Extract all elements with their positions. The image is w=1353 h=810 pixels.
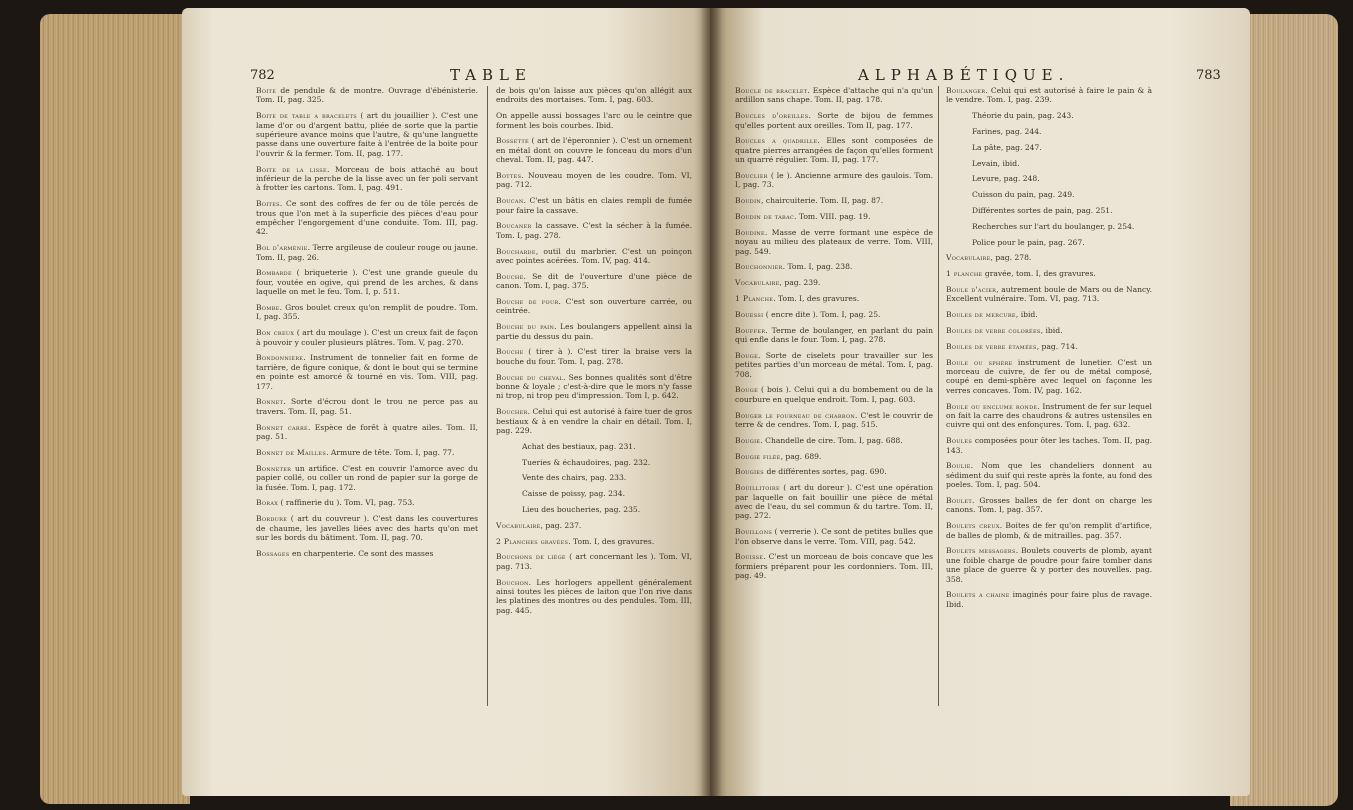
entry-headword: Boulets a chaine bbox=[946, 590, 1010, 600]
entry-text: Tueries & échaudoires, pag. 232. bbox=[522, 457, 651, 467]
entry-text: On appelle aussi bossages l'arc ou le ceintre que forment les bois courbes. Ibid. bbox=[496, 111, 692, 130]
entry-text: ( art du moulage ). C'est un creux fait de façon à pouvoir y couler plusieurs plâtres. Tom. V, pag. 270. bbox=[256, 328, 478, 347]
entry-headword: Bon creux bbox=[256, 328, 295, 338]
entry-text: . Tom. I, des gravures. bbox=[568, 536, 655, 546]
entry-headword: Boules de verre étamées bbox=[946, 341, 1037, 351]
entry-text: . Sorte de ciselets pour travailler sur les petites parties d'un morceau de métal. Tom. I, pag. 708. bbox=[735, 350, 933, 379]
entry-headword: Boulanger bbox=[946, 86, 986, 95]
index-entry bbox=[256, 448, 478, 457]
index-entry bbox=[256, 514, 478, 542]
entry-text: ( encre dite ). Tom. I, pag. 25. bbox=[763, 309, 881, 319]
entry-text: . Ce sont des coffres de fer ou de tôle percés de trous que l'on met à la superficie des pièces d'eau pour empêcher l'engorgement d'une conduite. Tom. III, pag. 42. bbox=[256, 199, 478, 237]
entry-text: . Espèce de forêt à quatre ailes. Tom. II, pag. 51. bbox=[256, 422, 478, 442]
entry-text: . C'est un morceau de bois concave que les formiers préparent pour les cordonniers. Tom. III, pag. 49. bbox=[735, 552, 933, 581]
index-entry bbox=[946, 86, 1152, 105]
entry-text: ( verrerie ). Ce sont de petites bulles que l'on observe dans le verre. Tom. VIII, pag. 542. bbox=[735, 527, 933, 546]
entry-text: instrument de lunetier. C'est un morceau de cuivre, de fer ou de métal composé, coupé en demi-sphère avec lequel on façonne les verres concaves. Tom. IV, pag. 162. bbox=[946, 357, 1153, 395]
entry-headword: Boucaner bbox=[496, 221, 532, 231]
index-entry bbox=[496, 196, 692, 215]
index-entry bbox=[946, 253, 1152, 262]
entry-headword: Boucle de bracelet bbox=[735, 86, 808, 95]
entry-headword: Boucharde bbox=[496, 246, 536, 256]
index-entry bbox=[946, 436, 1152, 455]
entry-text: Théorie du pain, pag. 243. bbox=[972, 111, 1074, 121]
entry-headword: Boudin bbox=[735, 196, 762, 206]
entry-headword: Bouchonnier bbox=[735, 262, 783, 272]
index-entry bbox=[256, 549, 478, 558]
entry-headword: Boules de mercure bbox=[946, 310, 1016, 320]
entry-text: . C'est un bâtis en claies rempli de fumée pour faire la cassave. bbox=[496, 196, 692, 215]
entry-text: . Chandelle de cire. Tom. I, pag. 688. bbox=[760, 435, 903, 445]
entry-headword: Bouche de four bbox=[496, 297, 559, 307]
index-entry bbox=[946, 143, 1152, 152]
index-entry bbox=[946, 546, 1152, 584]
left-page-edges bbox=[40, 14, 190, 804]
entry-headword: Boucles d'oreilles bbox=[735, 111, 809, 121]
index-entry bbox=[946, 206, 1152, 215]
entry-headword: Boite de table a bracelets bbox=[256, 111, 357, 121]
entry-text: . Sorte de bijou de femmes qu'elles portent aux oreilles. Tom II, pag. 177. bbox=[735, 111, 933, 130]
entry-text: La pâte, pag. 247. bbox=[972, 142, 1042, 152]
entry-text: , pag. 278. bbox=[990, 253, 1032, 263]
entry-text: . Grosses balles de fer dont on charge les canons. Tom. I, pag. 357. bbox=[946, 496, 1152, 515]
index-entry bbox=[735, 527, 933, 546]
index-entry bbox=[735, 483, 933, 521]
entry-text: . C'est le couvrir de terre & de cendres. Tom. I, pag. 515. bbox=[735, 410, 933, 430]
index-entry bbox=[256, 423, 478, 442]
entry-text: Caisse de poissy, pag. 234. bbox=[522, 489, 625, 499]
entry-text: . Sorte d'écrou dont le trou ne perce pas au travers. Tom. II, pag. 51. bbox=[256, 397, 478, 416]
entry-text: . Celui qui est autorisé à faire le pain & à le vendre. Tom. I, pag. 239. bbox=[946, 86, 1152, 105]
entry-text: . C'est son ouverture carrée, ou ceintrée. bbox=[496, 297, 693, 316]
entry-text: ( bois ). Celui qui a du bombement ou de la courbure en quelque endroit. Tom. I, pag. 603. bbox=[735, 385, 933, 404]
entry-text: ( tirer à ). C'est tirer la braise vers la bouche du four. Tom. I, pag. 278. bbox=[496, 347, 692, 366]
index-entry bbox=[496, 322, 692, 341]
index-entry bbox=[946, 590, 1152, 609]
index-entry bbox=[735, 552, 933, 580]
entry-headword: Boule ou sphère bbox=[946, 357, 1013, 367]
entry-headword: Bombarde bbox=[256, 268, 292, 278]
entry-headword: Bouche bbox=[496, 347, 524, 357]
entry-headword: Bouisse bbox=[735, 552, 764, 562]
entry-text: ( briqueterie ). C'est une grande gueule du four, voutée en ogive, qui prend de les arches, & dans laquelle on met le feu. Tom. I, p. 511. bbox=[256, 268, 478, 297]
entry-headword: Bougie bbox=[735, 435, 761, 445]
entry-text: Vente des chairs, pag. 233. bbox=[522, 473, 627, 483]
entry-text: , pag. 689. bbox=[780, 451, 822, 461]
index-entry bbox=[496, 537, 692, 546]
index-entry bbox=[735, 452, 933, 461]
entry-headword: Bouillitoire bbox=[735, 483, 780, 493]
left-page-column-2 bbox=[496, 86, 692, 622]
entry-headword: Boules de verre colorées bbox=[946, 325, 1041, 335]
index-entry bbox=[256, 165, 478, 193]
entry-text: . Les boulangers appellent ainsi la partie du dessus du pain. bbox=[496, 322, 692, 341]
index-entry bbox=[946, 222, 1152, 231]
index-entry bbox=[496, 458, 692, 467]
entry-headword: Bouge bbox=[735, 350, 759, 360]
index-entry bbox=[496, 473, 692, 482]
index-entry bbox=[496, 86, 692, 105]
entry-headword: Bouchons de liège bbox=[496, 552, 566, 562]
index-entry bbox=[496, 373, 692, 401]
entry-headword: Bouche bbox=[496, 271, 524, 281]
index-entry bbox=[946, 402, 1152, 430]
entry-text: composées pour ôter les taches. Tom. II, pag. 143. bbox=[946, 436, 1152, 455]
index-entry bbox=[946, 342, 1152, 351]
entry-text: Cuisson du pain, pag. 249. bbox=[972, 190, 1075, 200]
index-entry bbox=[946, 285, 1152, 304]
entry-headword: Bougies bbox=[735, 467, 765, 477]
entry-headword: Boucan bbox=[496, 196, 524, 206]
entry-headword: Bonnet carré bbox=[256, 422, 308, 432]
entry-text: ( art du doreur ). C'est une opération par laquelle on fait bouillir une pièce de métal avec de l'eau, du sel commun & du tartre. Tom. II, pag. 272. bbox=[735, 483, 933, 521]
entry-text: . Celui qui est autorisé à faire tuer de gros bestiaux & à en vendre la chair en détail. Tom. I, pag. 229. bbox=[496, 407, 692, 436]
index-entry bbox=[735, 310, 933, 319]
index-entry bbox=[496, 247, 692, 266]
entry-text: Police pour le pain, pag. 267. bbox=[972, 237, 1085, 247]
entry-headword: 1 Planche bbox=[735, 294, 774, 304]
entry-headword: Bougie filée bbox=[735, 451, 781, 461]
entry-headword: Boules bbox=[946, 436, 973, 446]
entry-headword: Bordure bbox=[256, 514, 288, 524]
entry-text: ( art de l'éperonnier ). C'est un ornement en métal dont on couvre le fonceau du mors d'un cheval. Tom. II, pag. 447. bbox=[496, 136, 692, 165]
index-entry bbox=[946, 174, 1152, 183]
index-entry bbox=[946, 521, 1152, 540]
entry-text: , pag. 239. bbox=[779, 278, 821, 288]
entry-headword: Boites bbox=[256, 199, 280, 209]
entry-headword: Bouger le fourneau de charbon bbox=[735, 410, 856, 420]
entry-headword: 1 planche bbox=[946, 269, 983, 279]
entry-text: Farines, pag. 244. bbox=[972, 127, 1042, 136]
entry-text: de bois qu'on laisse aux pièces qu'on allégit aux endroits des mortaises. Tom. I, pag. 603. bbox=[496, 86, 692, 105]
index-entry bbox=[946, 238, 1152, 247]
left-page-header: TABLE bbox=[450, 66, 532, 84]
entry-text: Achat des bestiaux, pag. 231. bbox=[522, 441, 636, 451]
book-gutter bbox=[700, 8, 722, 796]
index-entry bbox=[735, 436, 933, 445]
entry-text: . Terme de boulanger, en parlant du pain qui enfle dans le four. Tom. I, pag. 278. bbox=[735, 325, 933, 345]
entry-text: . Boulets couverts de plomb, ayant une foible charge de poudre pour faire tomber dans une place de guerre & y porter des nouvelles. pag. 358. bbox=[946, 546, 1152, 584]
index-entry bbox=[735, 351, 933, 379]
entry-text: , chaircuiterie. Tom. II, pag. 87. bbox=[761, 196, 884, 206]
index-entry bbox=[735, 212, 933, 221]
index-entry bbox=[735, 411, 933, 430]
index-entry bbox=[496, 297, 692, 316]
index-entry bbox=[735, 326, 933, 345]
index-entry bbox=[735, 294, 933, 303]
index-entry bbox=[735, 196, 933, 205]
entry-text: . Espèce d'attache qui n'a qu'un ardillon sans chape. Tom. II, pag. 178. bbox=[735, 86, 934, 105]
index-entry bbox=[496, 552, 692, 571]
index-entry bbox=[735, 385, 933, 404]
entry-text: un artifice. C'est en couvrir l'amorce avec du papier collé, ou coller un rond de papier sur la gorge de la fusée. Tom. I, pag. 172. bbox=[256, 463, 478, 492]
index-entry bbox=[496, 442, 692, 451]
index-entry bbox=[735, 111, 933, 130]
index-entry bbox=[496, 505, 692, 514]
entry-text: . Instrument de fer sur lequel on fait la carre des chaudrons & autres ustensiles en cuivre qui ont des enfonçures. Tom. I, pag. 632. bbox=[946, 401, 1152, 430]
right-page-column-2 bbox=[946, 86, 1152, 616]
index-entry bbox=[735, 228, 933, 256]
entry-text: . Ses bonnes qualités sont d'être bonne & loyale ; c'est-à-dire que le mors n'y fasse ni trop, ni trop peu d'impression. Tom I, p. 642. bbox=[496, 372, 692, 401]
index-entry bbox=[735, 136, 933, 164]
entry-headword: Vocabulaire bbox=[735, 278, 780, 288]
entry-headword: Bouclier bbox=[735, 171, 768, 181]
entry-headword: Vocabulaire bbox=[496, 520, 541, 530]
entry-headword: Bottes bbox=[496, 171, 522, 181]
entry-text: imaginés pour faire plus de ravage. Ibid. bbox=[946, 590, 1152, 609]
index-entry bbox=[946, 326, 1152, 335]
index-entry bbox=[256, 303, 478, 322]
entry-headword: Bossette bbox=[496, 136, 529, 146]
entry-headword: Borax bbox=[256, 498, 279, 508]
left-page-column-1 bbox=[256, 86, 478, 565]
entry-text: gravée, tom. I, des gravures. bbox=[982, 269, 1096, 279]
index-entry bbox=[256, 111, 478, 158]
index-entry bbox=[735, 86, 933, 105]
entry-headword: Bouche du cheval bbox=[496, 372, 564, 382]
index-entry bbox=[496, 221, 692, 240]
entry-text: . Armure de tête. Tom. I, pag. 77. bbox=[326, 447, 455, 457]
index-entry bbox=[496, 521, 692, 530]
entry-text: . Morceau de bois attaché au bout inférieur de la perche de la lisse avec un fer poli servant à frotter les cartons. Tom. I, pag. 491. bbox=[256, 164, 478, 193]
index-entry bbox=[946, 190, 1152, 199]
entry-headword: Boulets creux bbox=[946, 521, 1000, 531]
entry-text: . Nom que les chandeliers donnent au sédiment du suif qui reste après la fonte, au fond des poeles. Tom. I, pag. 504. bbox=[946, 461, 1152, 490]
index-entry bbox=[946, 461, 1152, 489]
entry-headword: Boucher bbox=[496, 407, 528, 417]
entry-text: en charpenterie. Ce sont des masses bbox=[289, 548, 434, 558]
entry-text: de pendule & de montre. Ouvrage d'ébénisterie. Tom. II, pag. 325. bbox=[256, 86, 478, 105]
index-entry bbox=[256, 498, 478, 507]
entry-text: Levure, pag. 248. bbox=[972, 174, 1040, 184]
entry-headword: Bondonnière bbox=[256, 353, 304, 363]
index-entry bbox=[946, 111, 1152, 120]
entry-text: . Boites de fer qu'on remplit d'artifice, de balles de plomb, & de mitrailles. pag. 357. bbox=[946, 521, 1153, 540]
entry-text: . Tom. I, pag. 238. bbox=[782, 262, 853, 272]
right-page-header: ALPHABÉTIQUE. bbox=[858, 66, 1070, 84]
entry-text: , pag. 237. bbox=[540, 520, 582, 530]
index-entry bbox=[946, 496, 1152, 515]
entry-headword: Bonneter bbox=[256, 463, 292, 473]
index-entry bbox=[735, 278, 933, 287]
entry-text: . Elles sont composées de quatre pierres arrangées de façon qu'elles forment un quarré régulier. Tom. II, pag. 177. bbox=[735, 136, 933, 165]
entry-headword: Boite de la lisse bbox=[256, 164, 327, 174]
entry-text: Recherches sur l'art du boulanger, p. 254. bbox=[972, 221, 1135, 231]
index-entry bbox=[496, 347, 692, 366]
entry-headword: Bouge bbox=[735, 385, 759, 395]
entry-headword: Boudin de tabac bbox=[735, 212, 795, 222]
index-entry bbox=[256, 328, 478, 347]
entry-text: . Terre argileuse de couleur rouge ou jaune. Tom. II, pag. 26. bbox=[256, 243, 478, 262]
entry-text: . Les horlogers appellent généralement ainsi toutes les pièces de laiton que l'on rive dans les platines des montres ou des pendules. Tom. III, pag. 445. bbox=[496, 577, 692, 615]
entry-text: Lieu des boucheries, pag. 235. bbox=[522, 505, 641, 515]
entry-headword: Bonnet de Mailles bbox=[256, 447, 327, 457]
entry-text: ( art du jouaillier ). C'est une lame d'or ou d'argent battu, pliée de sorte que la partie supérieure avance moins que l'autre, & qu'une languette passe dans une ouverture faite à l'entrée de la boite pour l'ouvrir & la fermer. Tom. II, pag. 177. bbox=[256, 111, 479, 158]
index-entry bbox=[256, 397, 478, 416]
index-entry bbox=[496, 578, 692, 616]
entry-headword: Boulets messagers bbox=[946, 546, 1016, 556]
index-entry bbox=[256, 243, 478, 262]
right-page-column-1 bbox=[735, 86, 933, 587]
entry-text: . Instrument de tonnelier fait en forme de tarrière, de figure conique, & dont le bout qui se termine en pointe est amorcé & tourné en vis. Tom. VIII, pag. 177. bbox=[256, 353, 478, 391]
left-column-rule bbox=[487, 86, 488, 706]
index-entry bbox=[735, 171, 933, 190]
entry-headword: Bouessi bbox=[735, 309, 764, 319]
entry-text: . Se dit de l'ouverture d'une pièce de canon. Tom. I, pag. 375. bbox=[496, 271, 692, 291]
index-entry bbox=[946, 310, 1152, 319]
entry-text: , pag. 714. bbox=[1036, 341, 1078, 351]
entry-text: de différentes sortes, pag. 690. bbox=[764, 467, 887, 477]
entry-text: , ibid. bbox=[1040, 325, 1063, 335]
right-page-number: 783 bbox=[1196, 68, 1221, 83]
entry-text: ( art du couvreur ). C'est dans les couvertures de chaume, les javelles liées avec des harts qu'on met sur les bords du bâtiment. Tom. II, pag. 70. bbox=[256, 514, 478, 542]
entry-text: . Tom. I, des gravures. bbox=[773, 294, 860, 304]
index-entry bbox=[946, 269, 1152, 278]
entry-text: ( art concernant les ). Tom. VI, pag. 713. bbox=[496, 552, 693, 571]
index-entry bbox=[256, 268, 478, 296]
index-entry bbox=[496, 171, 692, 190]
entry-text: , outil du marbrier. C'est un poinçon avec pointes acérées. Tom. IV, pag. 414. bbox=[496, 246, 692, 266]
entry-headword: Bouchon bbox=[496, 577, 529, 587]
entry-headword: Boite bbox=[256, 86, 277, 95]
entry-headword: Boulet bbox=[946, 496, 972, 505]
entry-text: , autrement boule de Mars ou de Nancy. Excellent vulnéraire. Tom. VI, pag. 713. bbox=[946, 284, 1152, 304]
entry-headword: Boudine bbox=[735, 227, 766, 237]
entry-text: ( raffinerie du ). Tom. VI, pag. 753. bbox=[278, 498, 415, 508]
index-entry bbox=[496, 489, 692, 498]
entry-headword: Boulie bbox=[946, 461, 971, 471]
index-entry bbox=[496, 407, 692, 435]
entry-text: ( le ). Ancienne armure des gaulois. Tom. I, pag. 73. bbox=[735, 171, 933, 190]
entry-text: Levain, ibid. bbox=[972, 158, 1020, 168]
entry-headword: Vocabulaire bbox=[946, 253, 991, 263]
index-entry bbox=[496, 136, 692, 164]
index-entry bbox=[946, 159, 1152, 168]
index-entry bbox=[496, 272, 692, 291]
index-entry bbox=[496, 111, 692, 130]
index-entry bbox=[256, 464, 478, 492]
index-entry bbox=[946, 358, 1152, 396]
entry-headword: Boule d'acier bbox=[946, 284, 997, 294]
index-entry bbox=[256, 86, 478, 105]
entry-headword: Bol d'arménie bbox=[256, 243, 308, 253]
entry-text: . Gros boulet creux qu'on remplit de poudre. Tom. I, pag. 355. bbox=[256, 303, 478, 322]
right-column-rule bbox=[938, 86, 939, 706]
index-entry bbox=[256, 199, 478, 237]
index-entry bbox=[256, 353, 478, 391]
entry-text: . Tom. VIII. pag. 19. bbox=[794, 212, 871, 222]
index-entry bbox=[735, 262, 933, 271]
entry-text: . Masse de verre formant une espèce de noyau au milieu des plateaux de verre. Tom. VIII, pag. 549. bbox=[735, 227, 933, 256]
entry-headword: Bouillons bbox=[735, 527, 773, 537]
entry-headword: Bouffer bbox=[735, 325, 766, 335]
index-entry bbox=[946, 127, 1152, 136]
entry-headword: Bonnet bbox=[256, 397, 284, 407]
left-page-number: 782 bbox=[250, 68, 275, 83]
index-entry bbox=[735, 467, 933, 476]
entry-text: . Nouveau moyen de les coudre. Tom. VI, pag. 712. bbox=[496, 171, 692, 190]
entry-headword: Bossages bbox=[256, 548, 290, 558]
entry-text: la cassave. C'est la sécher à la fumée. Tom. I, pag. 278. bbox=[496, 221, 692, 240]
entry-headword: Boule ou enclume ronde bbox=[946, 401, 1038, 411]
entry-text: Différentes sortes de pain, pag. 251. bbox=[972, 205, 1113, 215]
entry-headword: 2 Planches gravées bbox=[496, 536, 569, 546]
entry-text: , ibid. bbox=[1015, 310, 1038, 320]
entry-headword: Boucles a quadrille bbox=[735, 136, 818, 146]
entry-headword: Bouche du pain bbox=[496, 322, 555, 332]
entry-headword: Bombe bbox=[256, 303, 280, 313]
